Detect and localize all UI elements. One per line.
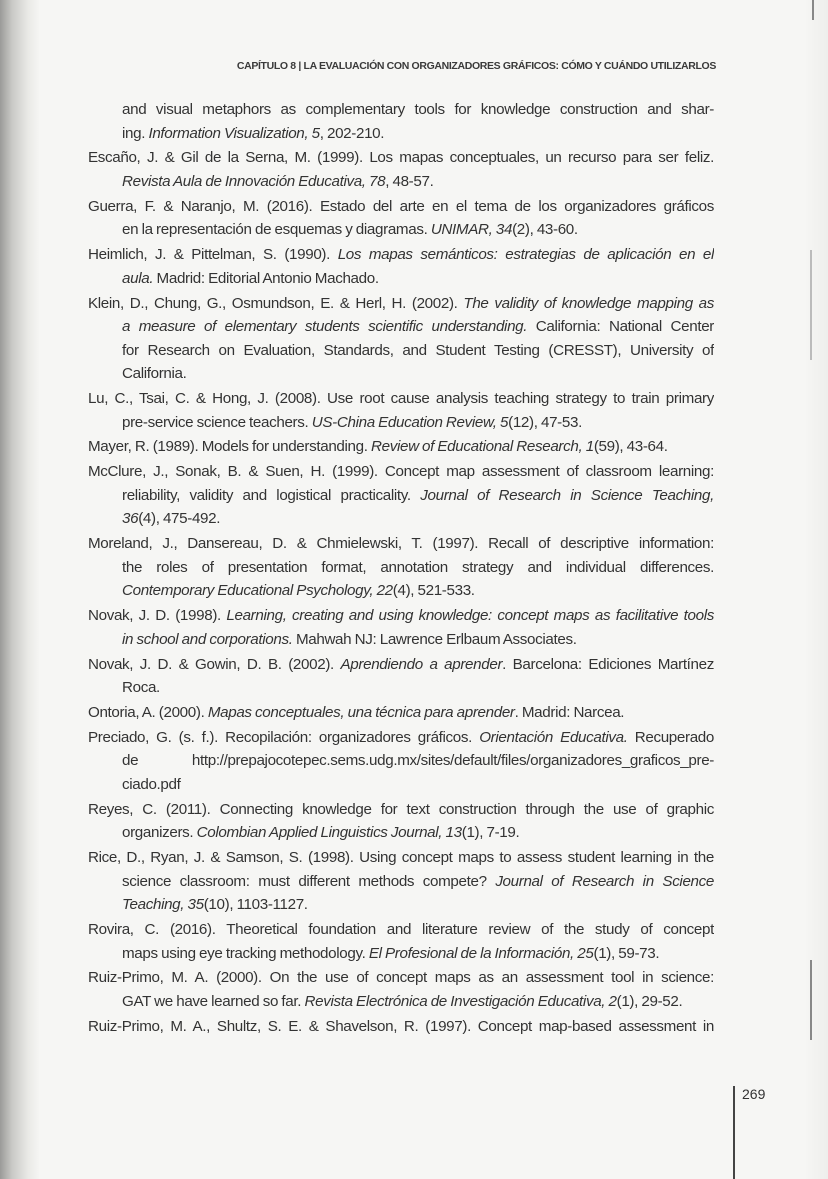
text: for Research on Evaluation, Standards, and Student Testing (CRESST), University of: [122, 341, 714, 359]
reference-line: [88, 292, 714, 316]
text: Mayer, R. (1989). Models for understanding.: [88, 438, 371, 456]
reference-line: [88, 315, 714, 339]
text: GAT we have learned so far.: [122, 992, 305, 1010]
reference-line: [88, 628, 714, 652]
italic-text: Mapas conceptuales, una técnica para aprender: [207, 703, 515, 721]
text: Rice, D., Ryan, J. & Samson, S. (1998). Using concept maps to assess student learning in the: [88, 849, 714, 867]
reference-line: [88, 387, 714, 411]
italic-text: Teaching, 35: [122, 896, 204, 914]
reference-line: [88, 170, 714, 194]
reference-entry: [88, 98, 714, 145]
reference-line: [88, 507, 714, 531]
reference-entry: [88, 701, 714, 725]
text: Ontoria, A. (2000).: [88, 703, 208, 721]
reference-line: [88, 267, 714, 291]
reference-entry: [88, 966, 714, 1013]
reference-line: [88, 749, 714, 773]
italic-text: aula.: [122, 269, 154, 287]
reference-entry: [88, 653, 714, 700]
reference-line: [88, 870, 714, 894]
running-header: CAPÍTULO 8 | LA EVALUACIÓN CON ORGANIZADORES GRÁFICOS: CÓMO Y CUÁNDO UTILIZARLOS: [236, 60, 716, 72]
italic-text: Journal of Research in Science Teaching,: [420, 486, 714, 504]
text: reliability, validity and logistical practicality.: [122, 486, 421, 504]
reference-entry: [88, 292, 714, 386]
text: and visual metaphors as complementary tools for knowledge construction and shar-: [122, 101, 714, 118]
text: (1), 7-19.: [461, 824, 520, 842]
text: Lu, C., Tsai, C. & Hong, J. (2008). Use root cause analysis teaching strategy to train primary: [88, 390, 714, 408]
text: Ruiz-Primo, M. A., Shultz, S. E. & Shavelson, R. (1997). Concept map-based assessment in: [88, 1017, 714, 1035]
reference-line: [88, 846, 714, 870]
text: , 202-210.: [319, 124, 385, 142]
text: the roles of presentation format, annotation strategy and individual differences.: [122, 558, 714, 576]
text: Madrid: Editorial Antonio Machado.: [153, 269, 379, 287]
reference-line: [88, 966, 714, 990]
reference-entry: [88, 146, 714, 193]
edge-mark: [810, 960, 812, 1040]
text: pre-service science teachers.: [122, 413, 312, 431]
reference-line: [88, 243, 714, 267]
text: McClure, J., Sonak, B. & Suen, H. (1999). Concept map assessment of classroom learning:: [88, 463, 714, 481]
italic-text: Aprendiendo a aprender: [340, 655, 503, 673]
text: ciado.pdf: [122, 775, 181, 793]
text: , 48-57.: [385, 172, 434, 190]
text: (4), 475-492.: [138, 510, 221, 528]
reference-entry: [88, 460, 714, 531]
text: ing.: [122, 124, 149, 142]
reference-line: [88, 460, 714, 484]
reference-line: [88, 653, 714, 677]
reference-line: [88, 362, 714, 386]
text: Mahwah NJ: Lawrence Erlbaum Associates.: [292, 630, 577, 648]
reference-line: [88, 604, 714, 628]
italic-text: Orientación Educativa.: [479, 728, 628, 746]
edge-mark: [810, 250, 812, 360]
text: (10), 1103-1127.: [203, 896, 308, 914]
italic-text: Learning, creating and using knowledge: concept maps as facilitative tools: [226, 607, 714, 625]
reference-line: [88, 339, 714, 363]
text: Reyes, C. (2011). Connecting knowledge for text construction through the use of graphic: [88, 800, 714, 818]
italic-text: in school and corporations.: [122, 630, 293, 648]
text: science classroom: must different methods compete?: [122, 872, 496, 890]
reference-entry: [88, 435, 714, 459]
reference-entry: [88, 195, 714, 242]
text: . Barcelona: Ediciones Martínez: [502, 655, 714, 673]
reference-line: [88, 821, 714, 845]
text: California.: [122, 365, 187, 383]
reference-line: [88, 942, 714, 966]
italic-text: El Profesional de la Información, 25: [368, 944, 594, 962]
reference-entry: [88, 604, 714, 651]
reference-line: [88, 990, 714, 1014]
text: (4), 521-533.: [392, 582, 475, 600]
book-gutter-shadow: [0, 0, 40, 1179]
reference-line: [88, 893, 714, 917]
text: (12), 47-53.: [508, 413, 582, 431]
reference-line: [88, 798, 714, 822]
reference-line: [88, 411, 714, 435]
text: Roca.: [122, 679, 160, 697]
reference-line: [88, 435, 714, 459]
italic-text: Information Visualization, 5: [148, 124, 320, 142]
reference-entry: [88, 1015, 714, 1039]
text: Novak, J. D. & Gowin, D. B. (2002).: [88, 655, 341, 673]
reference-entry: [88, 918, 714, 965]
reference-line: [88, 773, 714, 797]
text: Escaño, J. & Gil de la Serna, M. (1999). Los mapas conceptuales, un recurso para ser feliz.: [88, 149, 714, 167]
reference-line: [88, 195, 714, 219]
italic-text: US-China Education Review, 5: [311, 413, 509, 431]
reference-list: [88, 98, 714, 1040]
text: Recuperado: [627, 728, 714, 746]
italic-text: The validity of knowledge mapping as: [463, 294, 714, 312]
edge-mark: [812, 0, 814, 20]
reference-line: [88, 1015, 714, 1039]
reference-entry: [88, 532, 714, 603]
reference-line: [88, 122, 714, 146]
italic-text: 36: [122, 510, 139, 528]
italic-text: Journal of Research in Science: [495, 872, 714, 890]
reference-entry: [88, 726, 714, 797]
reference-line: [88, 98, 714, 122]
reference-line: [88, 146, 714, 170]
text: Rovira, C. (2016). Theoretical foundation and literature review of the study of concept: [88, 921, 714, 938]
text: (59), 43-64.: [593, 438, 668, 456]
italic-text: Revista Aula de Innovación Educativa, 78: [122, 172, 386, 190]
italic-text: Los mapas semánticos: estrategias de aplicación en el: [337, 246, 714, 264]
italic-text: a measure of elementary students scientific understanding.: [122, 318, 528, 336]
text: de http://prepajocotepec.sems.udg.mx/sites/default/files/organizadores_graficos_pre-: [122, 752, 714, 770]
text: maps using eye tracking methodology.: [122, 944, 369, 962]
italic-text: Contemporary Educational Psychology, 22: [122, 582, 393, 600]
page-edge: [804, 0, 828, 1179]
italic-text: Colombian Applied Linguistics Journal, 13: [196, 824, 462, 842]
reference-entry: [88, 243, 714, 290]
text: (1), 29-52.: [616, 992, 683, 1010]
text: en la representación de esquemas y diagramas.: [122, 221, 431, 239]
reference-entry: [88, 387, 714, 434]
text: Ruiz-Primo, M. A. (2000). On the use of concept maps as an assessment tool in science:: [88, 969, 714, 987]
reference-line: [88, 579, 714, 603]
reference-line: [88, 556, 714, 580]
italic-text: Revista Electrónica de Investigación Educativa, 2: [304, 992, 617, 1010]
text: Heimlich, J. & Pittelman, S. (1990).: [88, 246, 338, 264]
page-number-rule: [733, 1086, 735, 1179]
italic-text: UNIMAR, 34: [430, 221, 513, 239]
page-number: 269: [742, 1086, 766, 1102]
text: Novak, J. D. (1998).: [88, 607, 227, 625]
text: Preciado, G. (s. f.). Recopilación: organizadores gráficos.: [88, 728, 480, 746]
text: Moreland, J., Dansereau, D. & Chmielewski, T. (1997). Recall of descriptive information:: [88, 535, 714, 553]
text: (1), 59-73.: [593, 944, 660, 962]
reference-line: [88, 532, 714, 556]
reference-line: [88, 918, 714, 942]
reference-line: [88, 218, 714, 242]
text: Klein, D., Chung, G., Osmundson, E. & Herl, H. (2002).: [88, 294, 464, 312]
reference-line: [88, 726, 714, 750]
text: California: National Center: [527, 318, 714, 336]
italic-text: Review of Educational Research, 1: [370, 438, 594, 456]
text: (2), 43-60.: [512, 221, 578, 239]
reference-entry: [88, 798, 714, 845]
text: . Madrid: Narcea.: [514, 703, 625, 721]
reference-line: [88, 484, 714, 508]
text: Guerra, F. & Naranjo, M. (2016). Estado del arte en el tema de los organizadores gráficos: [88, 197, 714, 215]
reference-entry: [88, 846, 714, 917]
reference-line: [88, 701, 714, 725]
text: organizers.: [122, 824, 197, 842]
reference-line: [88, 676, 714, 700]
